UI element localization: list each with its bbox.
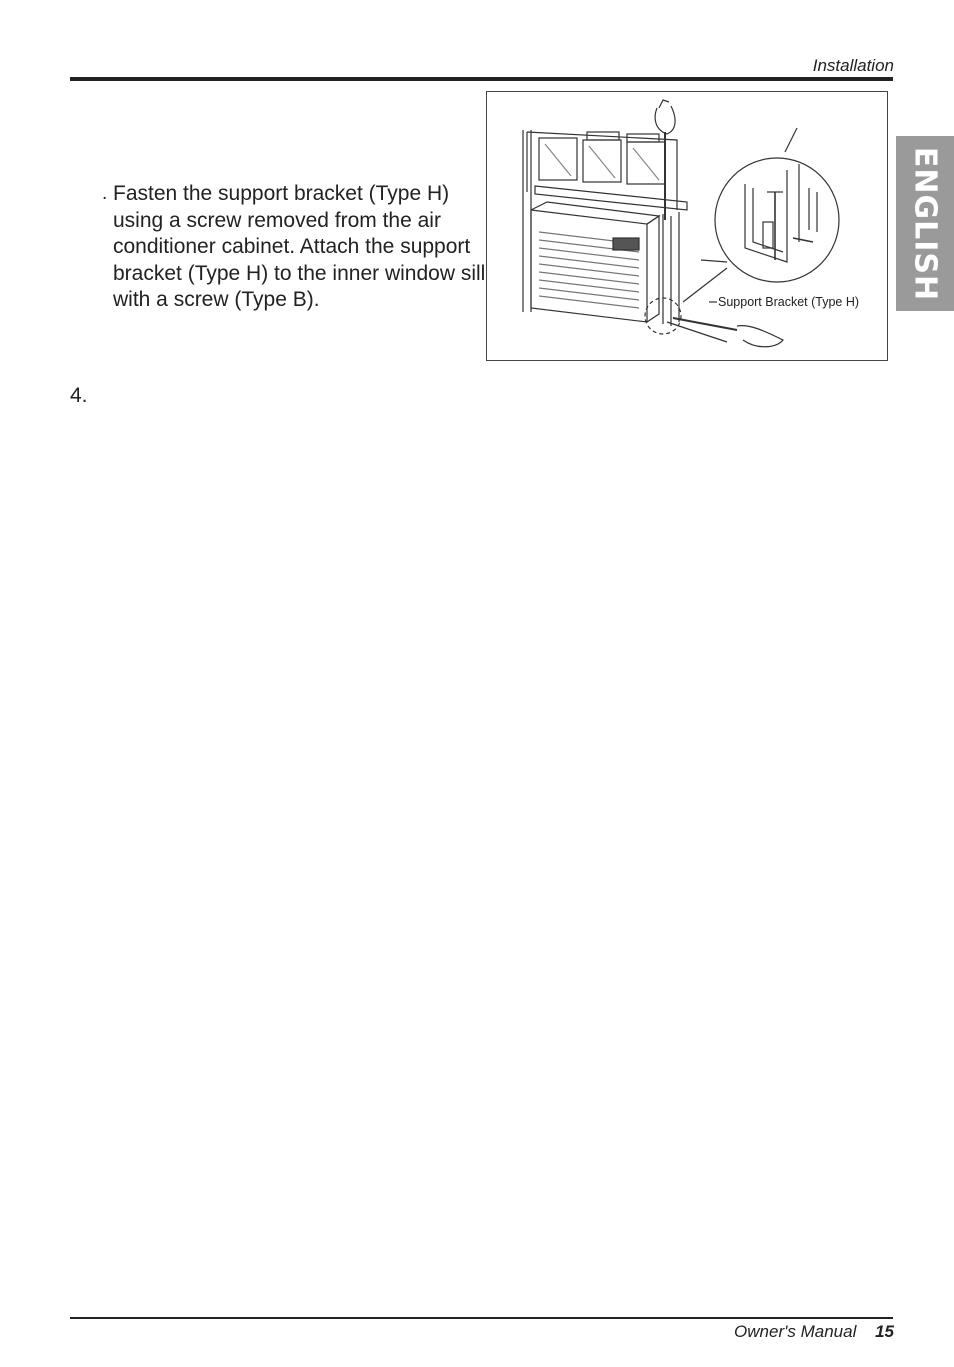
step-bullet: . bbox=[102, 183, 108, 204]
footer-manual-title: Owner's Manual bbox=[734, 1322, 857, 1341]
step-text: Fasten the support bracket (Type H) using a screw removed from the air conditioner cabinet. Attach the support bracket (Type H) to the inner window sill with a screw (Type B). bbox=[113, 182, 486, 311]
step-number: 4. bbox=[70, 384, 88, 407]
section-title: Installation bbox=[812, 56, 894, 75]
figure-label: Support Bracket (Type H) bbox=[718, 295, 860, 309]
installation-figure bbox=[486, 91, 888, 361]
language-tab bbox=[896, 136, 954, 311]
footer bbox=[734, 1322, 894, 1342]
installation-illustration bbox=[487, 92, 887, 360]
language-tab-label: ENGLISH bbox=[907, 146, 943, 301]
bottom-rule bbox=[70, 1317, 893, 1319]
page-number: 15 bbox=[875, 1322, 894, 1341]
top-rule bbox=[70, 77, 893, 81]
